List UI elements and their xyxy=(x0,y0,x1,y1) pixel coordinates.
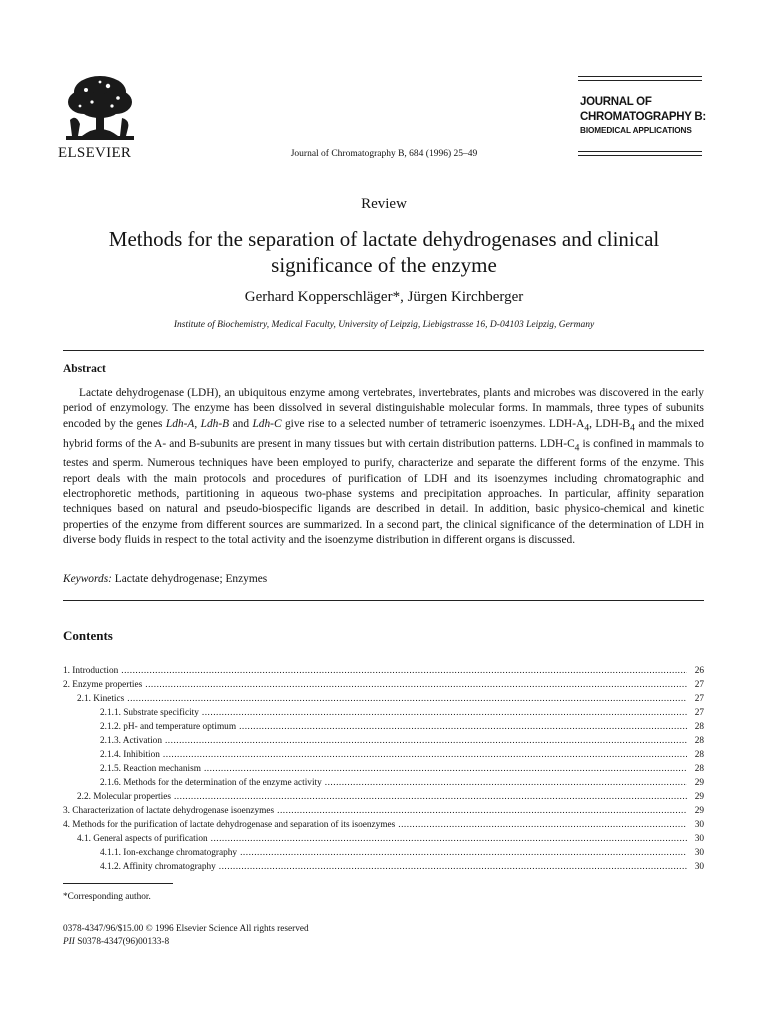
journal-rule-bottom xyxy=(578,151,702,152)
toc-entry-label: 2.1.4. Inhibition xyxy=(100,750,160,760)
abstract-text-5: is confined in mammals to testes and sperm. Numerous techniques have been employed to purify, characterize and separate the different forms of the enzyme. This report deals with the main protocols and procedures of purification of LDH and its isoenzymes including chromatographic and electrophoretic methods, partitioning in aqueous two-phase systems and precipitation approaches. In particular, affinity separation techniques based on natural and pseudo-biospecific ligands are described in detail. In addition, basic physico-chemical and kinetic properties of the enzyme from different sources are summarized. In a second part, the clinical significance of the determination of LDH in diverse body fluids in respect to the total activity and the isoenzyme distribution in different organs is discussed. xyxy=(63,437,704,547)
toc-entry-page: 28 xyxy=(694,764,704,774)
toc-entry[interactable] xyxy=(63,832,704,846)
toc-entry-page: 27 xyxy=(694,708,704,718)
toc-entry-label: 2.1.3. Activation xyxy=(100,736,162,746)
toc-leader-dots xyxy=(277,805,687,818)
toc-leader-dots xyxy=(202,707,687,720)
keywords xyxy=(63,573,267,585)
journal-rule-top-2 xyxy=(578,80,702,81)
toc-entry[interactable] xyxy=(63,846,704,860)
toc-entry[interactable] xyxy=(63,804,704,818)
abstract-text-2: give rise to a selected number of tetrameric isoenzymes. LDH-A xyxy=(281,417,585,430)
subscript-4: 4 xyxy=(574,442,580,453)
pii-line xyxy=(63,937,169,947)
toc-entry[interactable] xyxy=(63,818,704,832)
toc-leader-dots xyxy=(163,749,687,762)
toc-entry[interactable] xyxy=(63,762,704,776)
toc-entry-label: 4.1. General aspects of purification xyxy=(77,834,208,844)
abstract-rule-bottom xyxy=(63,600,704,601)
article-authors: Gerhard Kopperschläger*, Jürgen Kirchberger xyxy=(244,289,524,305)
toc-entry-page: 27 xyxy=(694,694,704,704)
toc-leader-dots xyxy=(325,777,687,790)
toc-entry-label: 3. Characterization of lactate dehydrogenase isoenzymes xyxy=(63,806,275,816)
journal-name-line3: BIOMEDICAL APPLICATIONS xyxy=(580,126,692,135)
toc-leader-dots xyxy=(204,763,687,776)
toc-entry[interactable] xyxy=(63,734,704,748)
toc-leader-dots xyxy=(165,735,687,748)
pii-number: S0378-4347(96)00133-8 xyxy=(74,937,170,947)
journal-rule-top xyxy=(578,76,702,77)
toc-leader-dots xyxy=(398,819,687,832)
toc-entry-page: 26 xyxy=(694,666,704,676)
toc-entry-page: 30 xyxy=(694,848,704,858)
toc-entry[interactable] xyxy=(63,692,704,706)
toc-entry-page: 29 xyxy=(694,778,704,788)
toc-entry[interactable] xyxy=(63,776,704,790)
toc-entry-label: 4.1.2. Affinity chromatography xyxy=(100,862,216,872)
journal-rule-bottom-2 xyxy=(578,155,702,156)
contents-heading: Contents xyxy=(63,628,113,643)
article-affiliation: Institute of Biochemistry, Medical Faculty, University of Leipzig, Liebigstrasse 16, D-04103 Leipzig, Germany xyxy=(173,320,595,330)
toc-leader-dots xyxy=(211,833,687,846)
toc-entry-label: 2.1.5. Reaction mechanism xyxy=(100,764,201,774)
toc-entry-label: 2.1.6. Methods for the determination of the enzyme activity xyxy=(100,778,322,788)
gene-ldh-a: Ldh-A xyxy=(165,417,195,430)
toc-entry[interactable] xyxy=(63,748,704,762)
toc-entry-page: 30 xyxy=(694,820,704,830)
toc-entry-label: 2.1. Kinetics xyxy=(77,694,125,704)
toc-entry-label: 4.1.1. Ion-exchange chromatography xyxy=(100,848,238,858)
toc-leader-dots xyxy=(121,665,687,678)
abstract-rule-top xyxy=(63,350,704,351)
toc-entry-page: 28 xyxy=(694,750,704,760)
keywords-label: Keywords: xyxy=(63,573,112,585)
abstract-body xyxy=(63,386,704,549)
footnote-rule xyxy=(63,883,173,884)
toc-entry-label: 2.2. Molecular properties xyxy=(77,792,171,802)
abstract-text-1: Lactate dehydrogenase (LDH), an ubiquitous enzyme among vertebrates, invertebrates, plants and microbes was discovered in the early period of enzymology. The enzyme has been dissolved in several distinguishable molecular forms. In mammals, three types of subunits encoded by the genes xyxy=(63,387,704,430)
journal-name-line1: JOURNAL OF xyxy=(580,96,652,108)
toc-entry[interactable] xyxy=(63,678,704,692)
toc-entry-label: 2. Enzyme properties xyxy=(63,680,143,690)
toc-entry-label: 4. Methods for the purification of lactate dehydrogenase and separation of its isoenzymes xyxy=(63,820,396,830)
article-title xyxy=(0,226,768,278)
toc-entry[interactable] xyxy=(63,790,704,804)
toc-leader-dots xyxy=(219,861,687,874)
abstract-text-4: and the mixed hybrid forms of the A- and B-subunits are present in many tissues but with certain distribution patterns. LDH-C xyxy=(63,417,704,450)
pii-label: PII xyxy=(63,937,75,947)
toc-entry-label: 2.1.2. pH- and temperature optimum xyxy=(100,722,237,732)
keywords-list: Lactate dehydrogenase; Enzymes xyxy=(111,573,268,585)
journal-name-line2: CHROMATOGRAPHY B: xyxy=(580,111,706,123)
toc-entry-page: 30 xyxy=(694,834,704,844)
gene-ldh-c: Ldh-C xyxy=(252,417,282,430)
toc-leader-dots xyxy=(239,721,687,734)
elsevier-tree-logo-icon xyxy=(62,72,138,144)
abstract-text-3: , LDH-B xyxy=(589,417,631,430)
journal-citation: Journal of Chromatography B, 684 (1996) 25–49 xyxy=(290,149,478,159)
subscript-4: 4 xyxy=(584,423,590,434)
toc-entry-page: 30 xyxy=(694,862,704,872)
toc-entry[interactable] xyxy=(63,720,704,734)
toc-leader-dots xyxy=(240,847,687,860)
abstract-sep-1: , xyxy=(194,417,201,430)
abstract-sep-2: and xyxy=(229,417,253,430)
article-type: Review xyxy=(361,196,407,212)
toc-entry-label: 1. Introduction xyxy=(63,666,119,676)
corresponding-author-footnote: *Corresponding author. xyxy=(63,892,151,902)
toc-leader-dots xyxy=(174,791,687,804)
toc-entry-page: 29 xyxy=(694,792,704,802)
toc-entry[interactable] xyxy=(63,706,704,720)
toc-entry-page: 27 xyxy=(694,680,704,690)
subscript-4: 4 xyxy=(630,423,635,434)
toc-entry[interactable] xyxy=(63,860,704,874)
copyright-line: 0378-4347/96/$15.00 © 1996 Elsevier Science All rights reserved xyxy=(63,924,309,934)
abstract-heading: Abstract xyxy=(63,363,106,375)
toc-entry[interactable] xyxy=(63,664,704,678)
toc-entry-page: 28 xyxy=(694,722,704,732)
toc-entry-label: 2.1.1. Substrate specificity xyxy=(100,708,199,718)
article-title-text: Methods for the separation of lactate dehydrogenases and clinical significance of the enzyme xyxy=(108,227,660,277)
toc-leader-dots xyxy=(145,679,687,692)
toc-leader-dots xyxy=(127,693,687,706)
gene-ldh-b: Ldh-B xyxy=(200,417,230,430)
publisher-name: ELSEVIER xyxy=(58,145,132,161)
toc-entry-page: 29 xyxy=(694,806,704,816)
toc-entry-page: 28 xyxy=(694,736,704,746)
